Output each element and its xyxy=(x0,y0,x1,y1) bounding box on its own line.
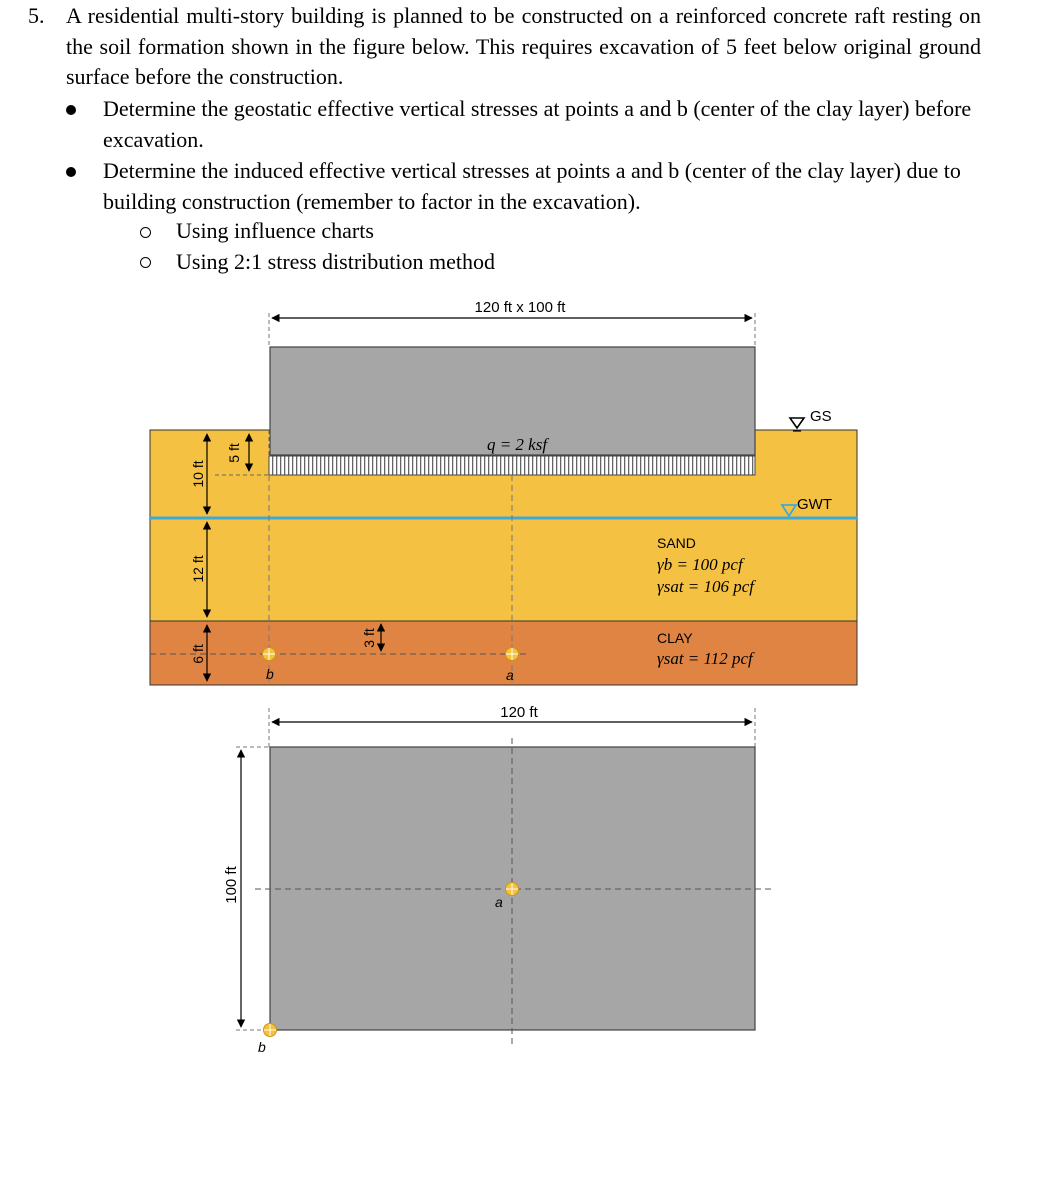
plan-point-a-marker xyxy=(506,883,519,896)
plan-height-label: 100 ft xyxy=(223,866,240,904)
raft-dimension-label: 120 ft x 100 ft xyxy=(474,299,566,316)
gs-label: GS xyxy=(810,408,832,425)
sand-gamma-b: γb = 100 pcf xyxy=(657,555,743,574)
gwt-label: GWT xyxy=(797,496,832,513)
point-a-label: a xyxy=(506,667,514,683)
bullet-induced: Determine the induced effective vertical stresses at points a and b (center of the clay layer) due to building construction (remember to factor in the excavation). xyxy=(103,158,961,214)
sand-gamma-sat: γsat = 106 pcf xyxy=(657,577,755,596)
sand-label: SAND xyxy=(657,535,696,551)
depth-6ft-label: 6 ft xyxy=(190,644,206,664)
plan-width-label: 120 ft xyxy=(500,704,538,721)
depth-12ft-label: 12 ft xyxy=(190,555,206,583)
sub-bullet-influence-charts: Using influence charts xyxy=(176,218,374,243)
depth-5ft-label: 5 ft xyxy=(226,443,242,463)
plan-point-b-marker xyxy=(264,1024,277,1037)
distributed-load xyxy=(269,456,755,475)
clay-label: CLAY xyxy=(657,630,693,646)
plan-point-a-label: a xyxy=(495,894,503,910)
point-b-label: b xyxy=(266,666,274,682)
sub-bullet-2to1: Using 2:1 stress distribution method xyxy=(176,249,495,274)
bullet-geostatic: Determine the geostatic effective vertical stresses at points a and b (center of the clay layer) before excavation. xyxy=(103,96,972,152)
load-label: q = 2 ksf xyxy=(486,435,548,454)
question-intro: A residential multi-story building is planned to be constructed on a reinforced concrete raft resting on the soil formation shown in the figure below. This requires excavation of 5 feet below original ground surface before the construction. xyxy=(66,3,981,89)
point-b-marker xyxy=(263,648,276,661)
clay-gamma-sat: γsat = 112 pcf xyxy=(657,649,753,668)
depth-10ft-label: 10 ft xyxy=(190,460,206,488)
point-a-marker xyxy=(506,648,519,661)
question-number: 5. xyxy=(28,3,45,28)
plan-point-b-label: b xyxy=(258,1039,266,1055)
depth-3ft-label: 3 ft xyxy=(361,628,377,648)
ground-surface-icon xyxy=(790,418,804,428)
